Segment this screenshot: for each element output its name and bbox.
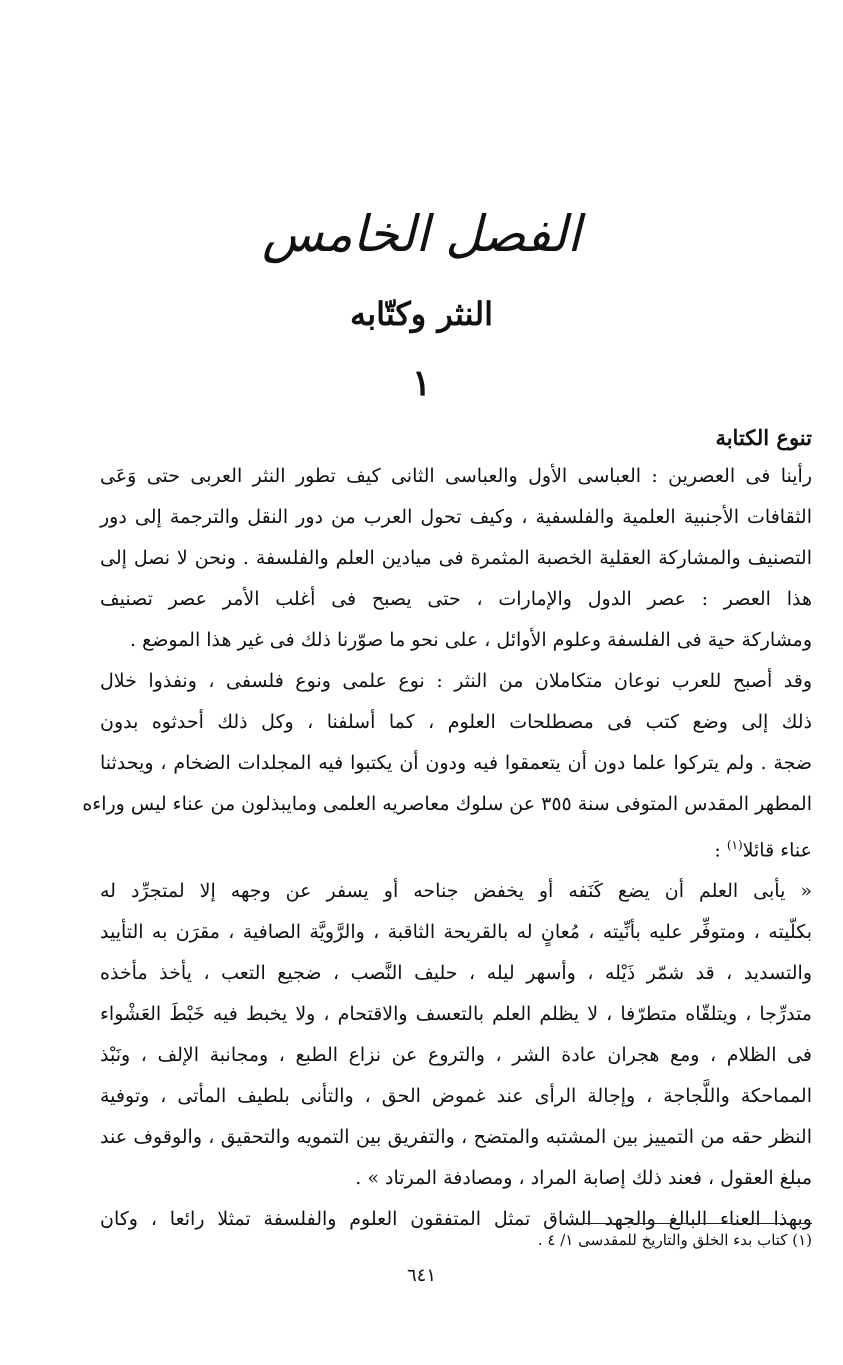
- quote-line: النظر حقه من التمييز بين المشتبه والمتضح ، والتفريق بين التمويه والتحقيق ، والوقوف عند: [100, 1126, 813, 1149]
- quote-line: « يأبى العلم أن يضع كَنَفه أو يخفض جناحه أو يسفر عن وجهه إلا لمتجرِّد له: [100, 880, 812, 903]
- text-line: ومشاركة حية فى الفلسفة وعلوم الأوائل ، على نحو ما صوّرنا ذلك فى غير هذا الموضع .: [130, 629, 812, 651]
- quote-line: بكلّيته ، ومتوفِّر عليه بأنِّيته ، مُعانٍ له بالقريحة الثاقبة ، والرَّويَّة الصافية ، مقرَن به التأييد: [100, 921, 812, 944]
- text-line: وقد أصبح للعرب نوعان متكاملان من النثر : نوع علمى ونوع فلسفى ، ونفذوا خلال: [100, 670, 812, 692]
- text-line: وبهذا العناء البالغ والجهد الشاق تمثل المتفقون العلوم والفلسفة تمثلا رائعا ، وكان: [100, 1208, 812, 1231]
- body-text: [82, 420, 813, 1240]
- footnote: (١) كتاب بدء الخلق والتاريخ للمقدسى ١/ ٤ .: [537, 1231, 812, 1249]
- quote-line: والتسديد ، قد شمّر ذَيْله ، وأسهر ليله ، حليف النَّصب ، ضجيع التعب ، يأخذ مأخذه: [100, 962, 812, 985]
- footnote-marker: (١): [726, 838, 743, 852]
- text-line: رأينا فى العصرين : العباسى الأول والعباسى الثانى كيف تطور النثر العربى حتى وَعَى: [100, 465, 812, 487]
- text-line: التصنيف والمشاركة العقلية الخصبة المثمرة فى ميادين العلم والفلسفة . ونحن لا نصل إلى: [100, 547, 812, 569]
- quote-line: متدرِّجا ، ويتلقّاه متطرّفا ، لا يظلم العلم بالتعسف والاقتحام ، ولا يخبط فيه خَبْطَ العَشْواء: [100, 1003, 812, 1026]
- text-line: المطهر المقدس المتوفى سنة ٣٥٥ عن سلوك معاصريه العلمى ومايبذلون من عناء ليس وراءه: [82, 793, 812, 815]
- page-number: ٦٤١: [406, 1265, 436, 1286]
- chapter-title: الفصل الخامس: [262, 205, 581, 263]
- subheading: تنوع الكتابة: [715, 425, 812, 450]
- quote-line: مبلغ العقول ، فعند ذلك إصابة المراد ، ومصادفة المرتاد » .: [355, 1167, 812, 1190]
- text-line-content: عناء قائلا: [742, 839, 812, 862]
- section-title: النثر وكتّابه: [350, 295, 493, 333]
- section-number: ١: [411, 362, 432, 404]
- quote-line: المماحكة واللَّجاجة ، وإجالة الرأى عند غموض الحق ، والتأنى بلطيف المأتى ، وتوفية: [100, 1085, 812, 1108]
- quote-line: فى الظلام ، ومع هجران عادة الشر ، والتروع عن نزاع الطبع ، ومجانبة الإلف ، ونَبْذ: [100, 1044, 812, 1067]
- text-line: هذا العصر : عصر الدول والإمارات ، حتى يصبح فى أغلب الأمر عصر تصنيف: [100, 588, 812, 610]
- footnote-divider: [560, 1223, 812, 1224]
- text-line-with-footnote: [100, 825, 812, 871]
- text-line: ضجة . ولم يتركوا علما دون أن يتعمقوا فيه ودون أن يكتبوا فيه المجلدات الضخام ، ويحدثنا: [100, 752, 812, 774]
- quote-colon: :: [714, 839, 721, 862]
- text-line: الثقافات الأجنبية العلمية والفلسفية ، وكيف تحول العرب من دور النقل والترجمة إلى دور: [100, 506, 812, 528]
- text-line: ذلك إلى وضع كتب فى مصطلحات العلوم ، كما أسلفنا ، وكل ذلك أحدثوه بدون: [100, 711, 812, 733]
